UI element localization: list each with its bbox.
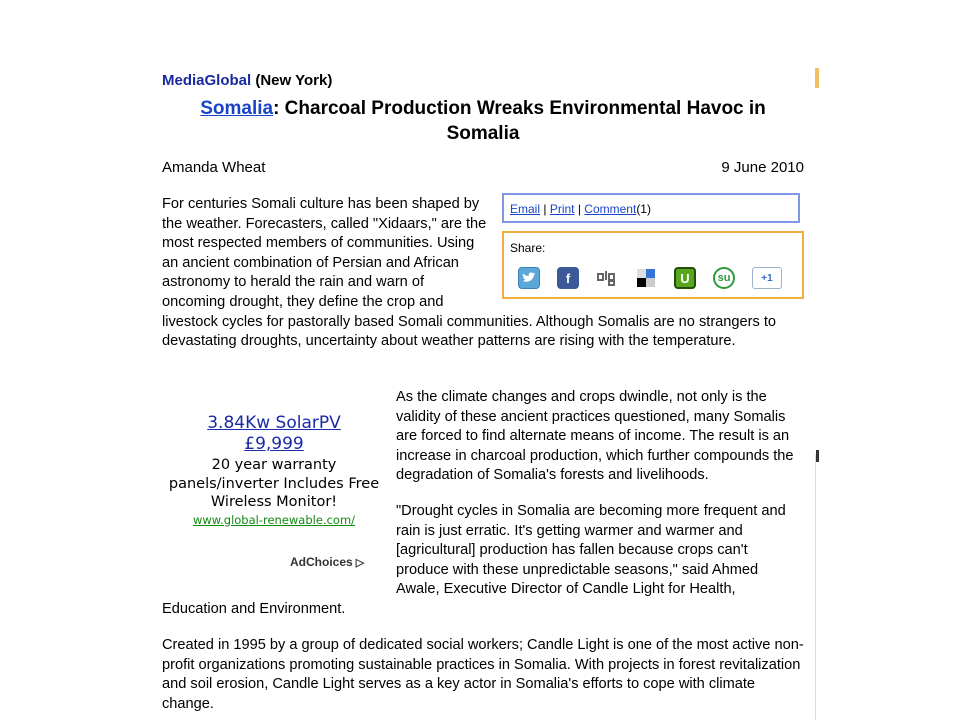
headline-text: : Charcoal Production Wreaks Environmental Havoc in Somalia: [273, 98, 766, 144]
headline: [162, 96, 804, 146]
comment-link[interactable]: Comment: [584, 202, 637, 216]
delicious-icon[interactable]: [635, 267, 657, 289]
stumbleupon-icon[interactable]: su: [713, 267, 735, 289]
source-city: (New York): [255, 72, 333, 89]
adchoices-label: AdChoices: [290, 555, 353, 569]
ad-title-link[interactable]: 3.84Kw SolarPV: [207, 413, 341, 433]
adchoices-badge[interactable]: [290, 555, 364, 569]
google-plus-one-icon[interactable]: +1: [752, 267, 782, 289]
scrollbar-marker: [816, 450, 819, 462]
facebook-icon[interactable]: f: [557, 267, 579, 289]
share-box: [502, 231, 804, 299]
article-tools: Email | Print | Comment(1): [502, 193, 800, 223]
article-paragraph: Created in 1995 by a group of dedicated social workers; Candle Light is one of the most active non-profit organizations promoting sustainable practices in Somalia. With projects in forest revitalization and soil erosion, Candle Light serves as a key actor in Somalia's efforts to cope with climate change.: [162, 637, 804, 712]
twitter-icon[interactable]: [518, 267, 540, 289]
share-label: Share:: [510, 241, 546, 255]
ad-url-link[interactable]: www.global-renewable.com/: [192, 512, 356, 527]
ad-description: 20 year warranty panels/inverter Includes Free Wireless Monitor!: [168, 457, 380, 510]
ad-price-link[interactable]: £9,999: [244, 434, 304, 454]
digg-icon[interactable]: [596, 267, 618, 289]
source-line: [162, 72, 332, 89]
publish-date: 9 June 2010: [721, 159, 804, 176]
byline: [162, 159, 804, 179]
mixx-icon[interactable]: U: [674, 267, 696, 289]
print-link[interactable]: Print: [549, 202, 575, 216]
article-paragraph: As the climate changes and crops dwindle, not only is the validity of these ancient practices questioned, many Somalis are forced to find alternate means of income. The result is an increase in charcoal production, which further compounds the degradation of Somalia's forests and livelihoods. "Drought cycles in Somalia are becoming more frequent and rain is just erratic. It's getting warmer and warmer and [agricultural] production has fallen because crops can't produce with these unpredictable seasons," said Ahmed Awale, Executive Director of Candle Light for Health, Education and Environment.: [162, 388, 804, 620]
column-divider: [815, 455, 816, 720]
adchoices-icon: ▷: [355, 557, 365, 569]
source-brand: MediaGlobal: [162, 72, 252, 89]
article-paragraph: For centuries Somali culture has been shaped by the weather. Forecasters, called "Xidaars," are the most respected members of communities. Using an ancient combination of Persian and African astronomy to herald the rain and warn of oncoming drought, they define the crop and livestock cycles for pastorally based Somali communities. Although Somalis are no strangers to devastating droughts, uncertainty about weather patterns are rising with the temperature.: [162, 195, 804, 352]
share-icons: [518, 267, 782, 289]
scrollbar-marker: [815, 68, 819, 88]
headline-country-link[interactable]: Somalia: [200, 98, 274, 119]
comment-count: (1): [636, 202, 651, 216]
email-link[interactable]: Email: [510, 202, 541, 216]
author-name: Amanda Wheat: [162, 159, 266, 176]
